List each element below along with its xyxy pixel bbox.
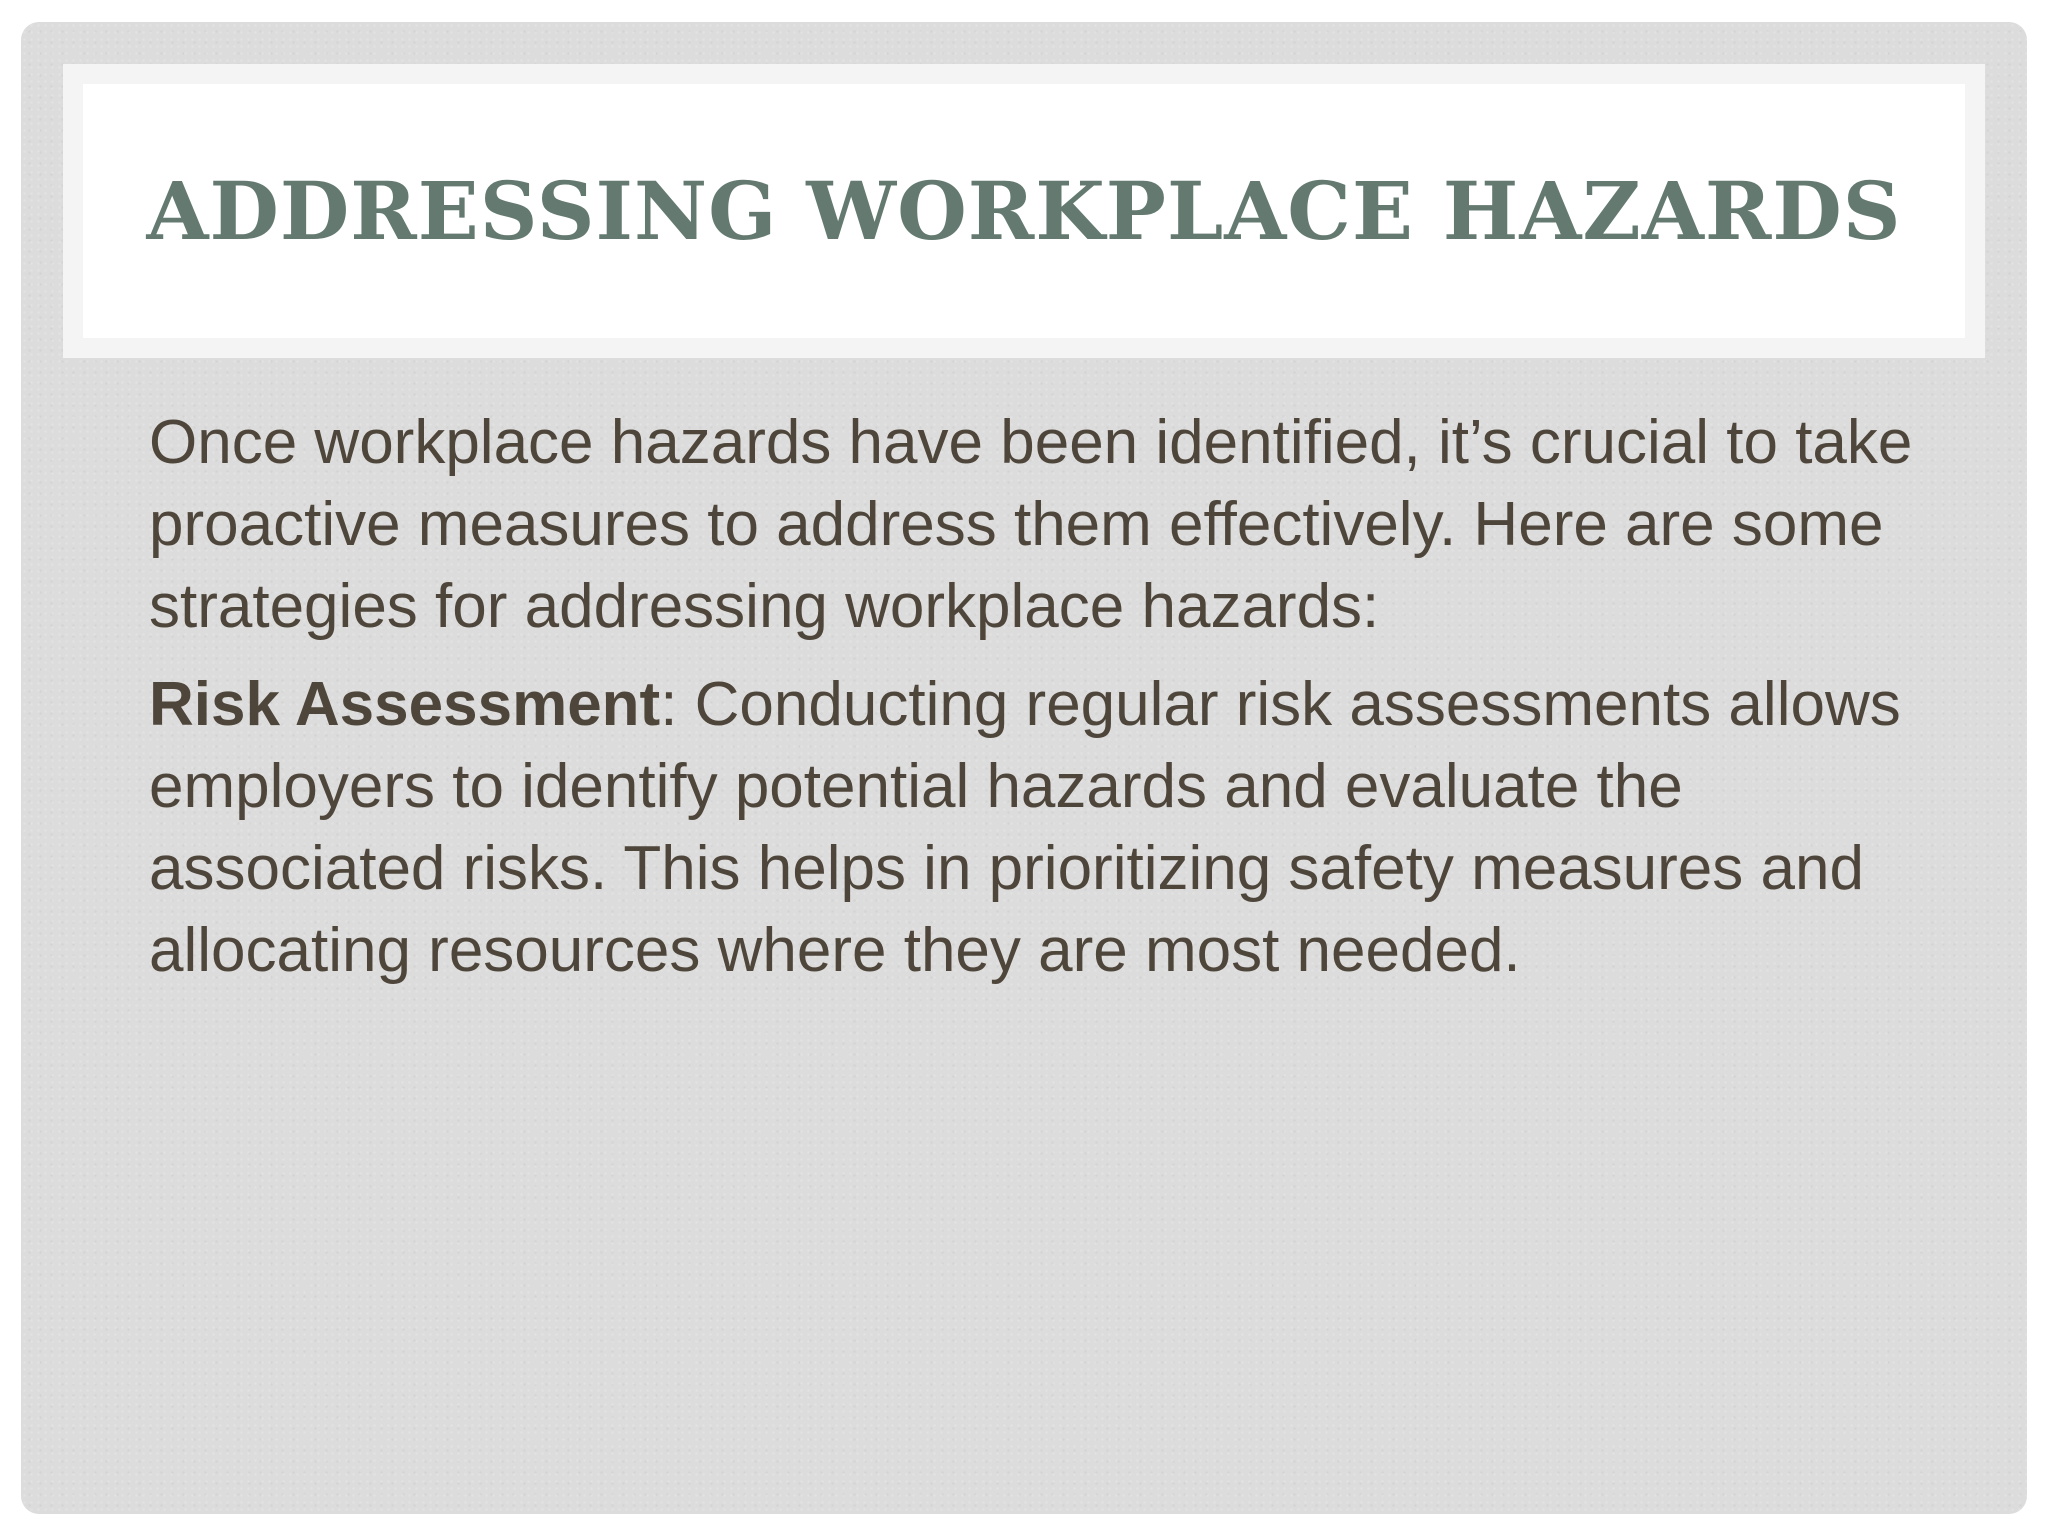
strategy-separator: : bbox=[660, 670, 695, 739]
title-band bbox=[63, 64, 1985, 358]
title-box bbox=[83, 84, 1965, 338]
slide-body bbox=[149, 402, 1929, 1008]
strategy-term: Risk Assessment bbox=[149, 670, 661, 739]
intro-paragraph: Once workplace hazards have been identified, it’s crucial to take proactive measures to address them effectively. Here are some strategies for addressing workplace hazards: bbox=[149, 408, 1913, 641]
strategy-paragraph bbox=[149, 664, 1929, 992]
slide bbox=[21, 22, 2027, 1514]
strategy-description: Conducting regular risk assessments allows employers to identify potential hazards and evaluate the associated risks. This helps in prioritizing safety measures and allocating resources where they are most needed. bbox=[149, 670, 1901, 985]
slide-title: ADDRESSING WORKPLACE HAZARDS bbox=[146, 164, 1902, 258]
